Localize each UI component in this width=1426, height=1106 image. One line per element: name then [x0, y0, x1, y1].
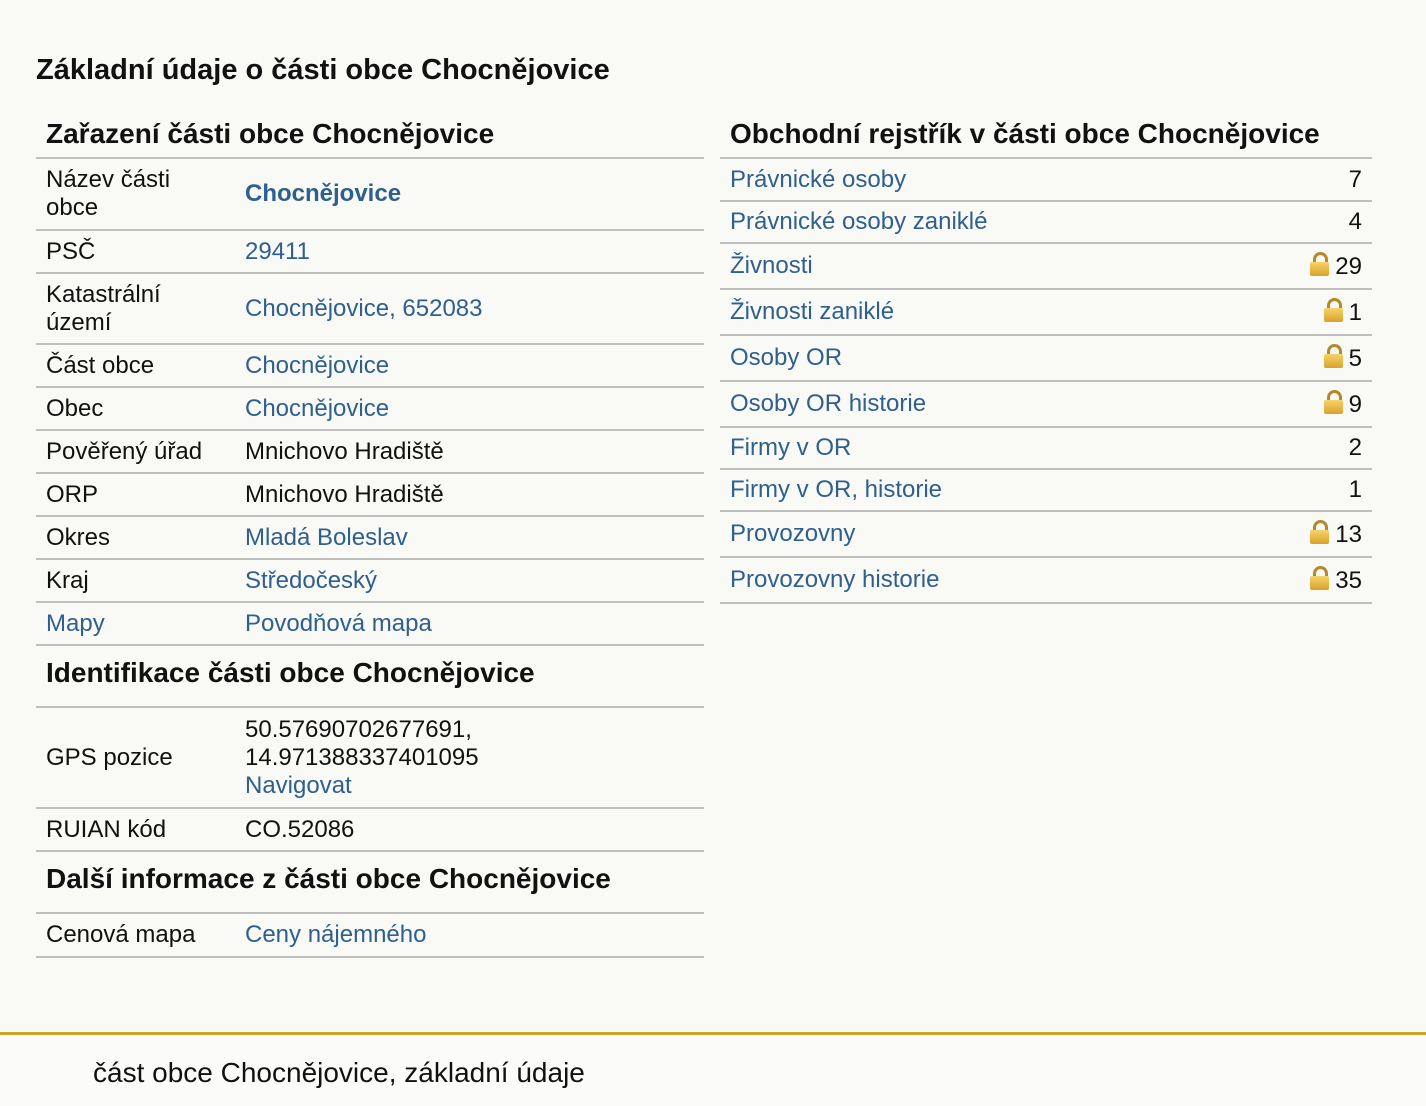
table-row — [720, 243, 1372, 289]
row-value — [235, 516, 704, 559]
table-row — [720, 201, 1372, 243]
row-value: Mnichovo Hradiště — [235, 473, 704, 516]
zarazeni-table — [36, 159, 704, 646]
table-row — [36, 344, 704, 387]
table-row — [720, 469, 1372, 511]
table-row — [36, 708, 704, 808]
osoby-or-historie-link[interactable]: Osoby OR historie — [730, 390, 927, 417]
left-column — [36, 110, 704, 958]
count-value: 35 — [1335, 566, 1362, 594]
lock-icon — [1310, 520, 1329, 544]
count-value: 29 — [1335, 252, 1362, 280]
table-row — [36, 430, 704, 473]
ceny-najemneho-link[interactable]: Ceny nájemného — [245, 921, 427, 948]
row-label: Katastrální území — [36, 273, 235, 344]
right-column — [720, 110, 1372, 604]
identifikace-table — [36, 708, 704, 852]
osoby-or-link[interactable]: Osoby OR — [730, 344, 843, 371]
row-label: Obec — [36, 387, 235, 430]
pravnicke-osoby-link[interactable]: Právnické osoby — [730, 165, 907, 193]
row-label — [720, 557, 1238, 603]
row-label: Název části obce — [36, 159, 235, 230]
table-row — [36, 473, 704, 516]
row-value: CO.52086 — [235, 808, 704, 851]
firmy-v-or-historie-link[interactable]: Firmy v OR, historie — [730, 476, 943, 503]
lock-icon — [1310, 566, 1329, 590]
count-value: 5 — [1348, 344, 1362, 372]
row-label: GPS pozice — [36, 708, 235, 808]
page-title: Základní údaje o části obce Chocnějovice — [36, 54, 610, 86]
table-row — [36, 159, 704, 230]
zivnosti-zanikle-link[interactable]: Živnosti zaniklé — [730, 298, 895, 325]
row-label: PSČ — [36, 230, 235, 273]
row-label: Cenová mapa — [36, 914, 235, 957]
kraj-link[interactable]: Středočeský — [245, 566, 378, 594]
row-label: Okres — [36, 516, 235, 559]
row-label — [720, 159, 1238, 201]
psc-link[interactable]: 29411 — [245, 237, 310, 265]
provozovny-link[interactable]: Provozovny — [730, 520, 856, 547]
row-value — [235, 914, 704, 957]
table-row — [36, 273, 704, 344]
row-label — [720, 511, 1238, 557]
katastralni-uzemi-link[interactable]: Chocnějovice, 652083 — [245, 294, 483, 322]
row-count — [1238, 381, 1372, 427]
lock-icon — [1324, 390, 1343, 414]
row-count: 4 — [1238, 201, 1372, 243]
lock-icon — [1310, 252, 1329, 276]
row-label — [720, 381, 1238, 427]
row-label — [720, 201, 1238, 243]
section-title-identifikace: Identifikace části obce Chocnějovice — [36, 646, 704, 708]
lock-icon — [1324, 298, 1343, 322]
table-row — [36, 516, 704, 559]
row-value — [235, 387, 704, 430]
row-count — [1238, 511, 1372, 557]
table-row — [36, 808, 704, 851]
okres-link[interactable]: Mladá Boleslav — [245, 523, 408, 551]
row-count: 2 — [1238, 427, 1372, 469]
row-value — [235, 708, 704, 808]
pravnicke-osoby-zanikle-link[interactable]: Právnické osoby zaniklé — [730, 208, 988, 235]
obec-link[interactable]: Chocnějovice — [245, 394, 390, 422]
row-value: Mnichovo Hradiště — [235, 430, 704, 473]
firmy-v-or-link[interactable]: Firmy v OR — [730, 434, 852, 461]
table-row — [720, 289, 1372, 335]
cast-obce-link[interactable]: Chocnějovice — [245, 351, 390, 379]
row-value — [235, 159, 704, 230]
table-row — [720, 427, 1372, 469]
section-title-zarazeni: Zařazení části obce Chocnějovice — [36, 110, 704, 159]
table-row — [720, 557, 1372, 603]
table-row — [36, 387, 704, 430]
count-value: 9 — [1348, 390, 1362, 418]
povodnova-mapa-link[interactable]: Povodňová mapa — [245, 609, 432, 637]
footer — [0, 1035, 1426, 1106]
row-count — [1238, 289, 1372, 335]
row-label: ORP — [36, 473, 235, 516]
nazev-casti-obce-link[interactable]: Chocnějovice — [245, 180, 402, 207]
count-value: 13 — [1335, 520, 1362, 548]
row-label — [720, 427, 1238, 469]
zivnosti-link[interactable]: Živnosti — [730, 252, 813, 279]
row-count — [1238, 557, 1372, 603]
dalsi-table — [36, 914, 704, 958]
row-label — [720, 335, 1238, 381]
obchodni-table — [720, 159, 1372, 604]
navigovat-link[interactable]: Navigovat — [245, 771, 352, 799]
row-label: RUIAN kód — [36, 808, 235, 851]
row-count — [1238, 335, 1372, 381]
mapy-link[interactable]: Mapy — [46, 609, 105, 637]
row-label — [720, 243, 1238, 289]
footer-text: část obce Chocnějovice, základní údaje — [93, 1057, 585, 1088]
table-row — [720, 511, 1372, 557]
row-value — [235, 230, 704, 273]
row-label: Pověřený úřad — [36, 430, 235, 473]
table-row — [720, 381, 1372, 427]
section-title-dalsi: Další informace z části obce Chocnějovice — [36, 852, 704, 914]
row-count — [1238, 243, 1372, 289]
provozovny-historie-link[interactable]: Provozovny historie — [730, 566, 940, 593]
table-row — [36, 914, 704, 957]
count-value: 1 — [1348, 298, 1362, 326]
row-count: 1 — [1238, 469, 1372, 511]
table-row — [720, 159, 1372, 201]
row-value — [235, 602, 704, 645]
table-row — [36, 602, 704, 645]
row-label: Kraj — [36, 559, 235, 602]
table-row — [36, 559, 704, 602]
row-label — [720, 289, 1238, 335]
lock-icon — [1324, 344, 1343, 368]
row-value — [235, 273, 704, 344]
table-row — [720, 335, 1372, 381]
row-count: 7 — [1238, 159, 1372, 201]
gps-value: 50.57690702677691, 14.971388337401095 — [245, 715, 479, 771]
table-row — [36, 230, 704, 273]
row-value — [235, 344, 704, 387]
section-title-obchodni: Obchodní rejstřík v části obce Chocnějovice — [720, 110, 1372, 159]
row-label: Část obce — [36, 344, 235, 387]
row-label — [720, 469, 1238, 511]
row-label — [36, 602, 235, 645]
row-value — [235, 559, 704, 602]
